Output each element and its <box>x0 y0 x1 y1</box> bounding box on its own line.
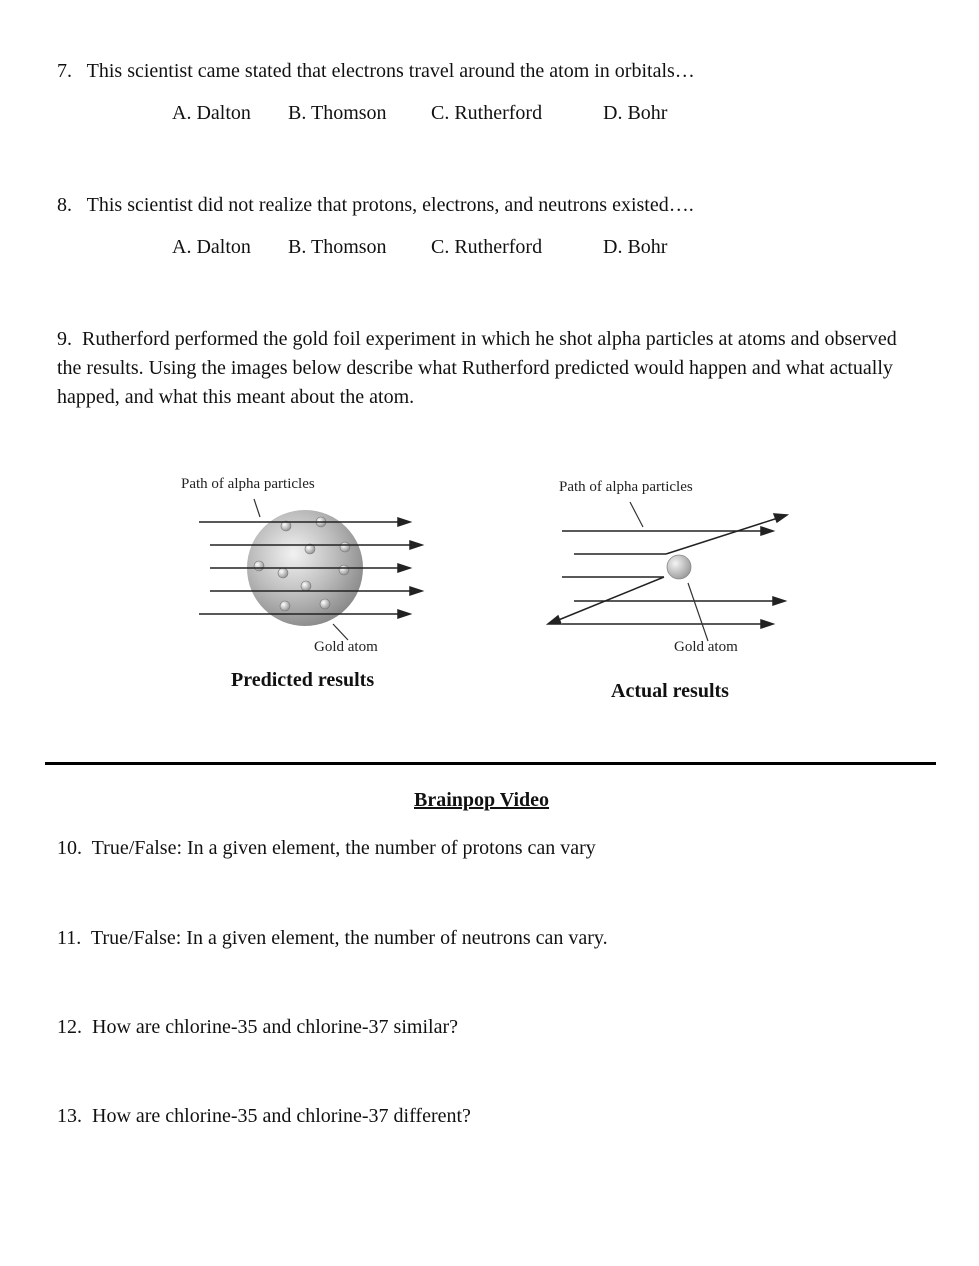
path-label: Path of alpha particles <box>181 476 315 492</box>
label-pointer <box>630 502 643 527</box>
question-12 <box>57 1013 458 1042</box>
label-pointer <box>254 499 260 517</box>
figure-caption: Predicted results <box>231 669 375 691</box>
section-heading: Brainpop Video <box>414 789 550 811</box>
atom-label: Gold atom <box>674 639 738 655</box>
arrowhead <box>398 610 410 618</box>
question-number: 13. <box>57 1105 82 1127</box>
section-divider <box>45 762 936 765</box>
choice-b: B. Thomson <box>288 102 387 124</box>
question-11 <box>57 924 608 953</box>
question-number: 12. <box>57 1016 82 1038</box>
arrowhead <box>398 564 410 572</box>
question-number: 7. <box>57 60 72 82</box>
arrowhead <box>774 514 787 522</box>
question-number: 10. <box>57 837 82 859</box>
arrowhead <box>761 527 773 535</box>
question-text: This scientist did not realize that protons, electrons, and neutrons existed…. <box>86 194 694 216</box>
question-text: How are chlorine-35 and chlorine-37 different? <box>92 1105 471 1127</box>
electron-dot <box>254 561 264 571</box>
electron-dot <box>301 581 311 591</box>
electron-dot <box>340 542 350 552</box>
choice-b: B. Thomson <box>288 236 387 258</box>
question-13 <box>57 1102 471 1131</box>
electron-dot <box>278 568 288 578</box>
question-number: 11. <box>57 927 82 949</box>
alpha-path-reflected <box>556 577 664 621</box>
atom-label: Gold atom <box>314 639 378 655</box>
question-text: This scientist came stated that electrons travel around the atom in orbitals… <box>86 60 695 82</box>
atom-pointer <box>688 583 708 641</box>
gold-nucleus <box>667 555 691 579</box>
arrowhead <box>398 518 410 526</box>
choice-c: C. Rutherford <box>431 236 543 258</box>
atom-pointer <box>333 624 348 640</box>
question-10 <box>57 834 596 863</box>
question-text: Rutherford performed the gold foil experiment in which he shot alpha particles at atoms and observed the results. Using the images below describe what Rutherford predicted would happen and what actually happed, and what this meant about the atom. <box>57 328 897 408</box>
choice-d: D. Bohr <box>603 236 668 258</box>
electron-dot <box>339 565 349 575</box>
figure-caption: Actual results <box>611 680 729 702</box>
choice-a: A. Dalton <box>172 236 251 258</box>
arrowhead <box>773 597 785 605</box>
electron-dot <box>280 601 290 611</box>
alpha-path-deflected <box>666 518 778 554</box>
path-label: Path of alpha particles <box>559 479 693 495</box>
choice-d: D. Bohr <box>603 102 668 124</box>
question-text: How are chlorine-35 and chlorine-37 similar? <box>92 1016 458 1038</box>
question-number: 8. <box>57 194 72 216</box>
arrowhead <box>761 620 773 628</box>
electron-dot <box>320 599 330 609</box>
arrowhead <box>410 541 422 549</box>
question-text: True/False: In a given element, the number of protons can vary <box>91 837 596 859</box>
question-number: 9. <box>57 328 72 350</box>
choice-c: C. Rutherford <box>431 102 543 124</box>
arrowhead <box>548 616 561 624</box>
question-text: True/False: In a given element, the number of neutrons can vary. <box>90 927 608 949</box>
arrowhead <box>410 587 422 595</box>
choice-a: A. Dalton <box>172 102 251 124</box>
